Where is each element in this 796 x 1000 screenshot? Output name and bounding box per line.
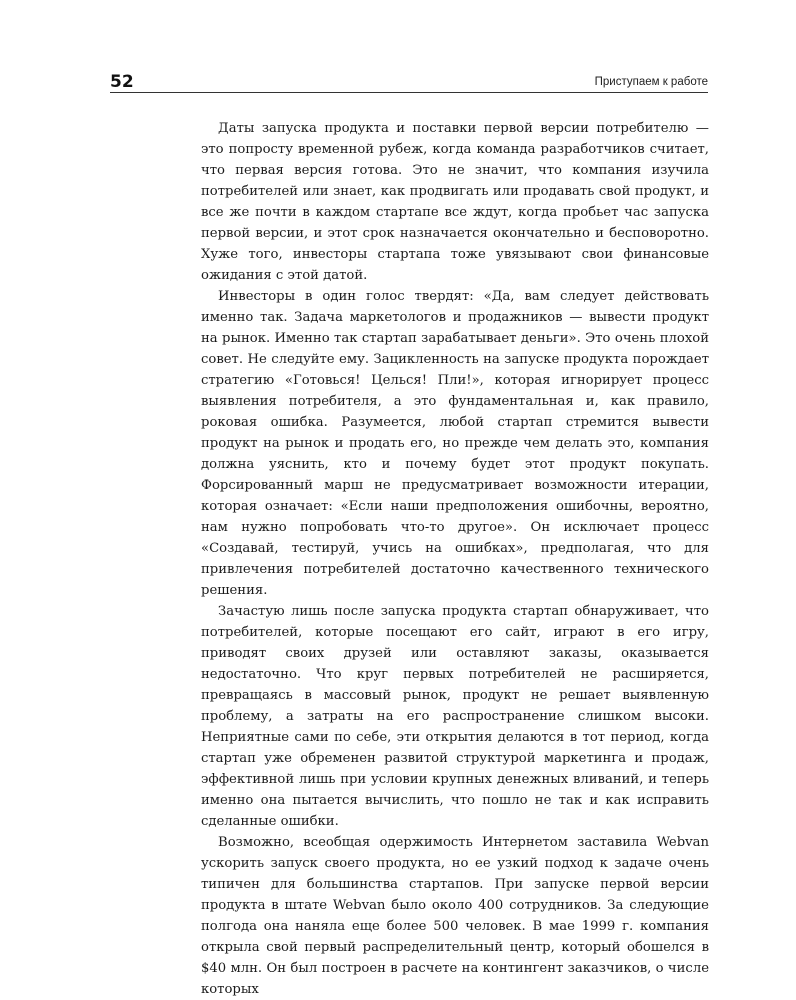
paragraph: Даты запуска продукта и поставки первой версии потребителю — это попросту временной рубеж, когда команда разработчиков считает, что первая версия готова. Это не значит, что компания изучила потребителей или знает, как продвигать или продавать свой продукт, и все же почти в каждом стартапе все ждут, когда пробьет час запуска первой версии, и этот срок назначается окончательно и бесповоротно. Хуже того, инвесторы стартапа тоже увязывают свои финансовые ожидания с этой датой. — [201, 121, 709, 283]
paragraph: Зачастую лишь после запуска продукта стартап обнаруживает, что потребителей, которые посещают его сайт, играют в его игру, приводят своих друзей или оставляют заказы, оказывается недостаточно. Что круг первых потребителей не расширяется, превращаясь в массовый рынок, продукт не решает выявленную проблему, а затраты на его распространение слишком высоки. Неприятные сами по себе, эти открытия делаются в тот период, когда стартап уже обременен развитой структурой маркетинга и продаж, эффективной лишь при условии крупных денежных вливаний, и теперь именно она пытается вычислить, что пошло не так и как исправить сделанные ошибки. — [201, 604, 709, 829]
body-text — [201, 118, 709, 1000]
paragraph: Возможно, всеобщая одержимость Интернетом заставила Webvan ускорить запуск своего продукта, но ее узкий подход к задаче очень типичен для большинства стартапов. При запуске первой версии продукта в штате Webvan было около 400 сотрудников. За следующие полгода она наняла еще более 500 человек. В мае 1999 г. компания открыла свой первый распределительный центр, который обошелся в $40 млн. Он был построен в расчете на контингент заказчиков, о числе которых — [201, 835, 709, 997]
page-number: 52 — [110, 72, 134, 92]
running-title: Приступаем к работе — [594, 76, 708, 88]
header-rule — [110, 92, 708, 93]
paragraph: Инвесторы в один голос твердят: «Да, вам следует действовать именно так. Задача маркетологов и продажников — вывести продукт на рынок. Именно так стартап зарабатывает деньги». Это очень плохой совет. Не следуйте ему. Зацикленность на запуске продукта порождает стратегию «Готовься! Целься! Пли!», которая игнорирует процесс выявления потребителя, а это фундаментальная и, как правило, роковая ошибка. Разумеется, любой стартап стремится вывести продукт на рынок и продать его, но прежде чем делать это, компания должна уяснить, кто и почему будет этот продукт покупать. Форсированный марш не предусматривает возможности итерации, которая означает: «Если наши предположения ошибочны, вероятно, нам нужно попробовать что-то другое». Он исключает процесс «Создавай, тестируй, учись на ошибках», предполагая, что для привлечения потребителей достаточно качественного технического решения. — [201, 289, 709, 598]
